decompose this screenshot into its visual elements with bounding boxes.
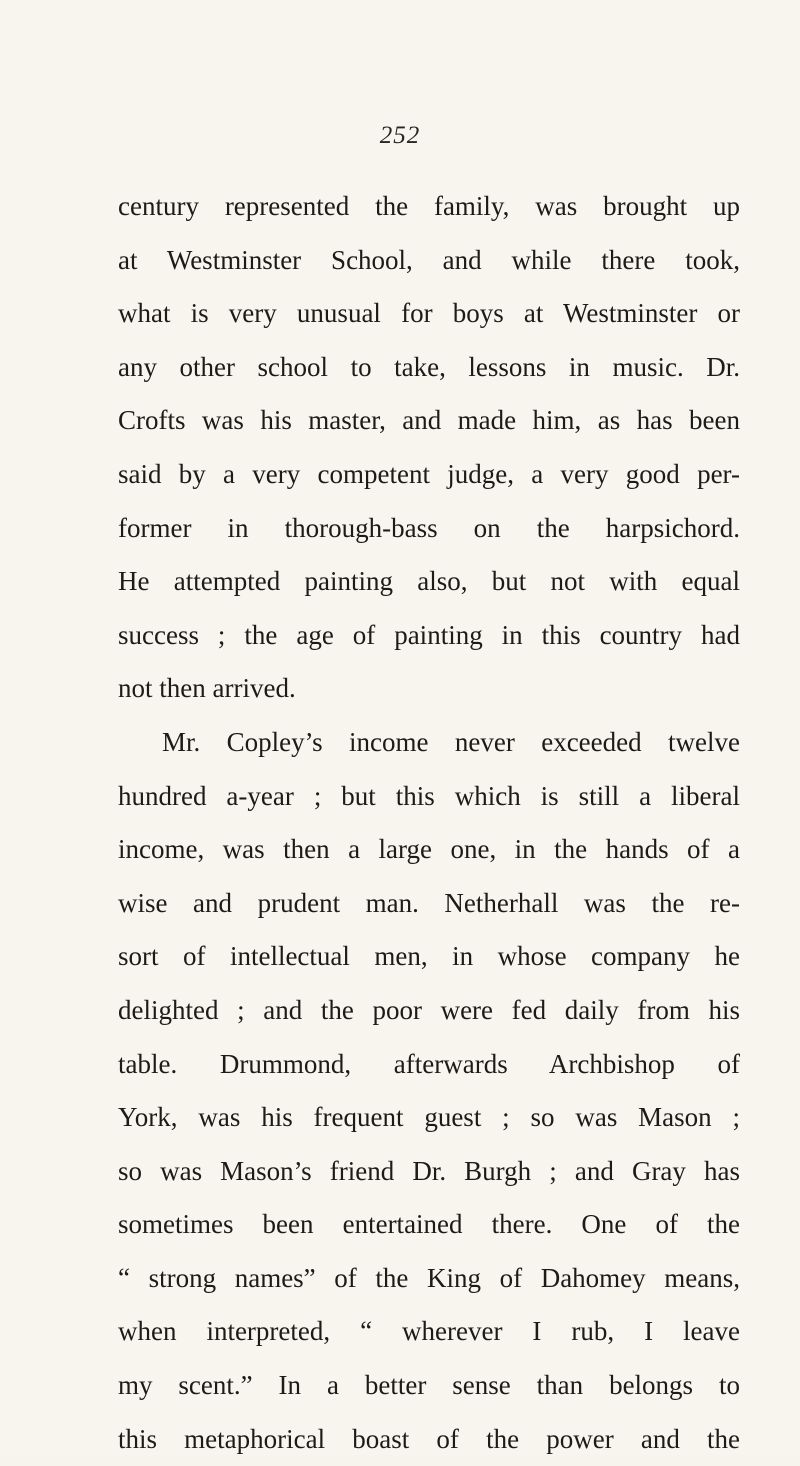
text-line: Mr. Copley’s income never exceeded twelve	[162, 726, 740, 757]
text-line: when interpreted, “ wherever I rub, I leave	[118, 1316, 740, 1347]
text-line: said by a very competent judge, a very good per-	[118, 458, 740, 489]
body-text	[118, 180, 740, 1466]
text-line: “ strong names” of the King of Dahomey means,	[118, 1262, 740, 1293]
text-line: this metaphorical boast of the power and the	[118, 1423, 740, 1454]
text-line: table. Drummond, afterwards Archbishop of	[118, 1048, 740, 1079]
text-line: success ; the age of painting in this country had	[118, 619, 740, 650]
text-line: not then arrived.	[118, 673, 296, 704]
text-line: income, was then a large one, in the hands of a	[118, 834, 740, 865]
text-line: any other school to take, lessons in music. Dr.	[118, 351, 740, 382]
text-line: my scent.” In a better sense than belongs to	[118, 1370, 740, 1401]
page-number: 252	[379, 122, 421, 149]
text-line: century represented the family, was brought up	[118, 191, 740, 221]
text-line: former in thorough-bass on the harpsichord.	[118, 512, 740, 543]
text-line: Crofts was his master, and made him, as has been	[118, 405, 740, 436]
text-line: hundred a-year ; but this which is still a liberal	[118, 780, 740, 811]
text-line: what is very unusual for boys at Westminster or	[118, 298, 740, 329]
text-line: at Westminster School, and while there took,	[118, 244, 740, 275]
text-line: wise and prudent man. Netherhall was the re-	[118, 887, 740, 918]
text-line: sometimes been entertained there. One of the	[118, 1209, 740, 1240]
text-line: York, was his frequent guest ; so was Mason ;	[118, 1102, 740, 1133]
text-line: sort of intellectual men, in whose company he	[118, 941, 740, 972]
text-line: so was Mason’s friend Dr. Burgh ; and Gray has	[118, 1155, 740, 1186]
text-line: delighted ; and the poor were fed daily from his	[118, 994, 740, 1025]
text-line: He attempted painting also, but not with equal	[118, 566, 740, 597]
